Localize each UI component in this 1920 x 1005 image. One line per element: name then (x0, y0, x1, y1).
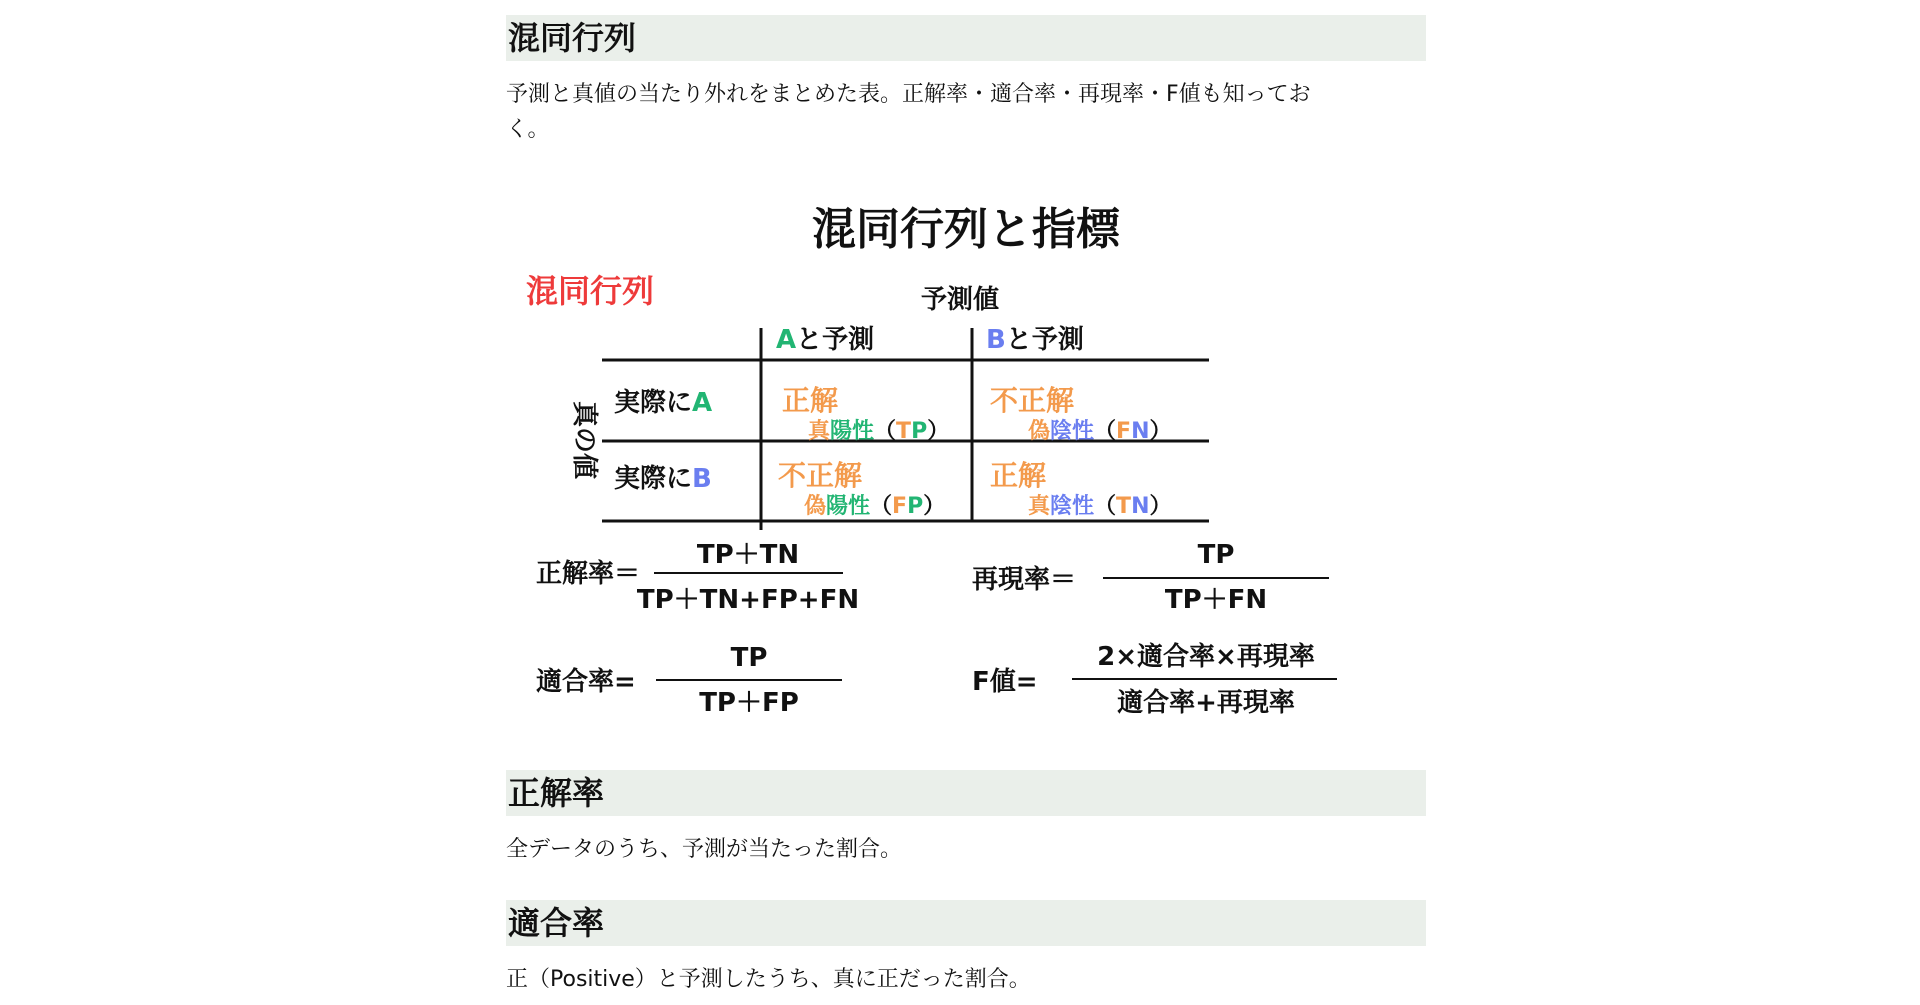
f-num: 2×適合率×再現率 (1097, 642, 1315, 672)
true-label: 真の値 (569, 400, 599, 480)
fn-l2: N (1131, 419, 1150, 444)
tp-sub2: 陽性 (830, 419, 875, 444)
fp-sub1: 偽 (804, 494, 827, 519)
accuracy-num: TP＋TN (696, 540, 800, 570)
tn-open: （ (1094, 494, 1117, 519)
precision-num: TP (730, 643, 768, 673)
col-b-suffix: と予測 (1005, 325, 1084, 355)
accuracy-den: TP＋TN+FP+FN (636, 585, 860, 615)
pred-label: 予測値 (920, 285, 1000, 315)
recall-num: TP (1197, 540, 1235, 570)
f-label: F値= (972, 667, 1038, 697)
cell-tp-main: 正解 (782, 384, 839, 417)
section-text: 全データのうち、予測が当たった割合。 (506, 837, 903, 862)
tp-l1: T (896, 419, 912, 444)
col-header-b (986, 325, 1084, 355)
row-a-letter: A (692, 388, 713, 418)
fp-l2: P (907, 494, 924, 519)
tn-l2: N (1131, 494, 1150, 519)
row-b-prefix: 実際に (614, 464, 693, 494)
recall-label: 再現率＝ (972, 565, 1077, 595)
fn-sub2: 陰性 (1050, 419, 1095, 444)
fp-open: （ (870, 494, 893, 519)
tn-sub1: 真 (1028, 494, 1051, 519)
fn-open: （ (1094, 419, 1117, 444)
section-accuracy (506, 770, 1426, 867)
cell-fp-main: 不正解 (778, 459, 863, 492)
section-text-line1: 予測と真値の当たり外れをまとめた表。正解率・適合率・再現率・F値も知ってお (506, 82, 1311, 107)
row-header-b (614, 464, 712, 494)
fp-sub2: 陽性 (826, 494, 871, 519)
cell-tn-main: 正解 (990, 459, 1047, 492)
precision-den: TP＋FP (699, 688, 799, 718)
tn-close: ） (1149, 494, 1172, 519)
section-text (506, 77, 1426, 147)
section-text-line2: く。 (506, 117, 550, 142)
row-a-prefix: 実際に (614, 388, 693, 418)
tn-sub2: 陰性 (1050, 494, 1095, 519)
section-heading: 適合率 (506, 900, 1426, 946)
confusion-matrix-figure (506, 192, 1426, 732)
section-confusion (506, 15, 1426, 147)
col-header-a (776, 325, 874, 355)
tp-l2: P (911, 419, 928, 444)
fn-sub1: 偽 (1028, 419, 1051, 444)
row-b-letter: B (692, 464, 712, 494)
cell-tn-sub (1028, 493, 1172, 519)
section-heading: 正解率 (506, 770, 1426, 816)
fp-close: ） (923, 494, 946, 519)
tp-close: ） (927, 419, 950, 444)
cell-tp-sub (808, 418, 949, 444)
section-text: 正（Positive）と予測したうち、真に正だった割合。 (506, 967, 1031, 992)
cell-fn-sub (1028, 418, 1172, 444)
fp-l1: F (892, 494, 908, 519)
recall-den: TP＋FN (1164, 585, 1268, 615)
accuracy-label: 正解率＝ (536, 559, 641, 589)
cell-fn-main: 不正解 (990, 384, 1075, 417)
col-b-letter: B (986, 325, 1006, 355)
col-a-suffix: と予測 (796, 325, 875, 355)
row-header-a (614, 388, 712, 418)
figure-title: 混同行列と指標 (812, 204, 1120, 255)
precision-label: 適合率= (536, 667, 636, 697)
f-den: 適合率+再現率 (1117, 688, 1295, 718)
figure-subtitle: 混同行列 (526, 272, 655, 310)
tn-l1: T (1116, 494, 1132, 519)
section-heading: 混同行列 (506, 15, 1426, 61)
cell-fp-sub (804, 493, 945, 519)
col-a-letter: A (776, 325, 797, 355)
section-precision (506, 900, 1426, 997)
fn-close: ） (1149, 419, 1172, 444)
tp-sub1: 真 (808, 419, 831, 444)
fn-l1: F (1116, 419, 1132, 444)
tp-open: （ (874, 419, 897, 444)
